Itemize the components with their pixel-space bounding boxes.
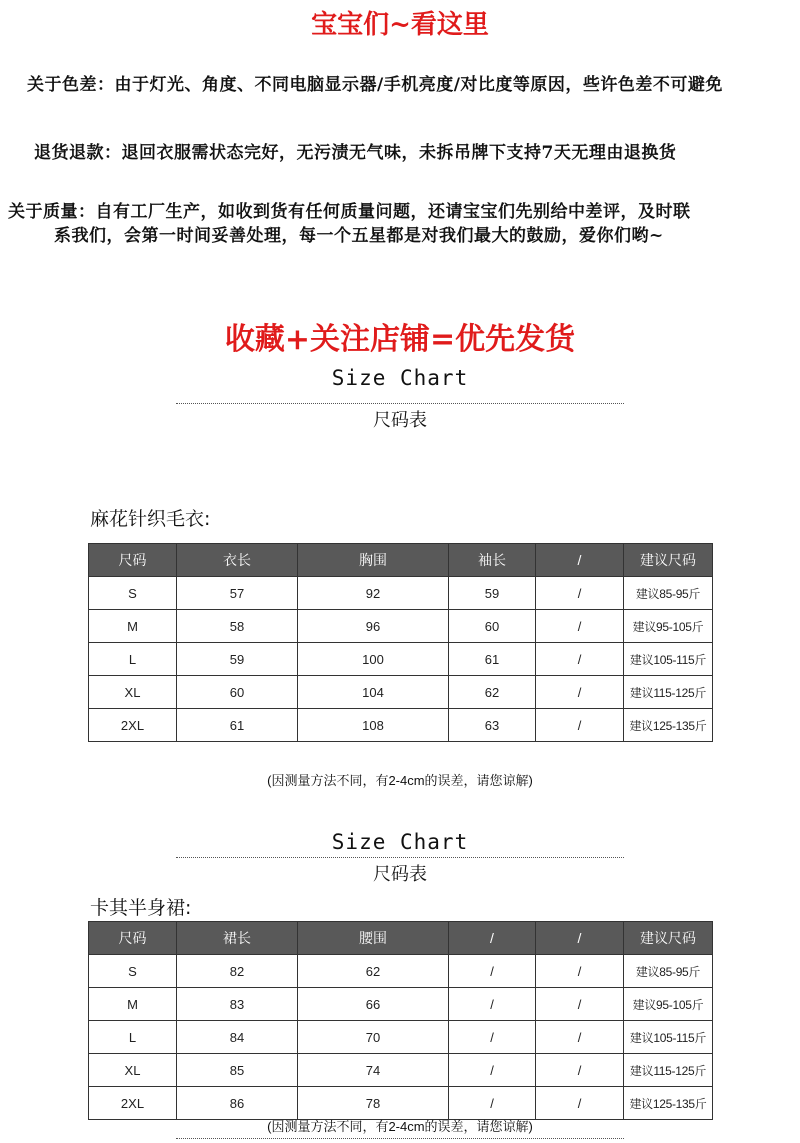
cell-size: 2XL — [89, 1087, 177, 1120]
cell-skirt-length: 83 — [177, 988, 298, 1021]
cell-blank: / — [536, 955, 624, 988]
measurement-note: (因测量方法不同，有2-4cm的误差，请您谅解) — [267, 1119, 533, 1134]
table-row — [89, 955, 713, 988]
cell-blank: / — [449, 955, 536, 988]
sweater-size-table — [88, 543, 713, 742]
cell-blank: / — [536, 988, 624, 1021]
header-size: 尺码 — [89, 922, 177, 955]
page-title: 宝宝们~看这里 — [311, 10, 489, 40]
cell-waist: 70 — [298, 1021, 449, 1054]
skirt-size-table — [88, 921, 713, 1120]
cell-length: 61 — [177, 709, 298, 742]
table-row — [89, 709, 713, 742]
cell-chest: 108 — [298, 709, 449, 742]
cell-chest: 96 — [298, 610, 449, 643]
cell-skirt-length: 85 — [177, 1054, 298, 1087]
table-row — [89, 988, 713, 1021]
skirt-table-title: 卡其半身裙: — [90, 897, 192, 919]
cell-sleeve: 59 — [449, 577, 536, 610]
table-row — [89, 1087, 713, 1120]
cell-waist: 62 — [298, 955, 449, 988]
cell-length: 57 — [177, 577, 298, 610]
cell-blank: / — [536, 610, 624, 643]
dotted-divider — [176, 857, 624, 858]
cell-recommended: 建议115-125斤 — [624, 1054, 713, 1087]
cell-size: L — [89, 643, 177, 676]
cell-recommended: 建议125-135斤 — [624, 709, 713, 742]
return-policy-notice: 退货退款：退回衣服需状态完好，无污渍无气味，未拆吊牌下支持7天无理由退换货 — [34, 143, 677, 163]
cell-size: M — [89, 988, 177, 1021]
cell-chest: 100 — [298, 643, 449, 676]
cell-blank: / — [536, 643, 624, 676]
quality-notice-line2: 系我们，会第一时间妥善处理，每一个五星都是对我们最大的鼓励，爱你们哟~ — [54, 226, 664, 246]
header-recommended: 建议尺码 — [624, 922, 713, 955]
dotted-divider — [176, 1138, 624, 1139]
cell-blank: / — [536, 676, 624, 709]
cell-recommended: 建议95-105斤 — [624, 988, 713, 1021]
cell-blank: / — [449, 1087, 536, 1120]
cell-blank: / — [449, 988, 536, 1021]
header-chest: 胸围 — [298, 544, 449, 577]
quality-notice-line1: 关于质量：自有工厂生产，如收到货有任何质量问题，还请宝宝们先别给中差评，及时联 — [8, 202, 691, 222]
cell-sleeve: 60 — [449, 610, 536, 643]
cell-blank: / — [536, 1054, 624, 1087]
cell-sleeve: 63 — [449, 709, 536, 742]
header-recommended: 建议尺码 — [624, 544, 713, 577]
table-header-row — [89, 544, 713, 577]
measurement-note: (因测量方法不同，有2-4cm的误差，请您谅解) — [267, 773, 533, 788]
cell-waist: 78 — [298, 1087, 449, 1120]
header-blank: / — [536, 544, 624, 577]
cell-recommended: 建议85-95斤 — [624, 577, 713, 610]
table-row — [89, 643, 713, 676]
cell-skirt-length: 86 — [177, 1087, 298, 1120]
cell-length: 58 — [177, 610, 298, 643]
cell-blank: / — [449, 1021, 536, 1054]
cell-recommended: 建议105-115斤 — [624, 643, 713, 676]
header-blank: / — [536, 922, 624, 955]
cell-size: M — [89, 610, 177, 643]
cell-chest: 104 — [298, 676, 449, 709]
cell-sleeve: 61 — [449, 643, 536, 676]
size-chart-subtitle: 尺码表 — [373, 864, 427, 885]
table-row — [89, 610, 713, 643]
size-chart-heading: Size Chart — [331, 830, 469, 854]
header-size: 尺码 — [89, 544, 177, 577]
sweater-table-title: 麻花针织毛衣: — [90, 508, 211, 530]
dotted-divider — [176, 403, 624, 404]
cell-blank: / — [536, 577, 624, 610]
cell-blank: / — [536, 1021, 624, 1054]
cell-length: 60 — [177, 676, 298, 709]
cell-recommended: 建议85-95斤 — [624, 955, 713, 988]
table-row — [89, 577, 713, 610]
header-skirt-length: 裙长 — [177, 922, 298, 955]
header-length: 衣长 — [177, 544, 298, 577]
cell-size: XL — [89, 1054, 177, 1087]
promo-banner: 收藏+关注店铺=优先发货 — [224, 322, 576, 357]
header-blank: / — [449, 922, 536, 955]
cell-size: L — [89, 1021, 177, 1054]
table-row — [89, 676, 713, 709]
cell-recommended: 建议125-135斤 — [624, 1087, 713, 1120]
cell-size: S — [89, 577, 177, 610]
cell-blank: / — [449, 1054, 536, 1087]
size-chart-heading: Size Chart — [331, 366, 469, 390]
cell-length: 59 — [177, 643, 298, 676]
cell-waist: 74 — [298, 1054, 449, 1087]
cell-recommended: 建议95-105斤 — [624, 610, 713, 643]
table-header-row — [89, 922, 713, 955]
header-sleeve: 袖长 — [449, 544, 536, 577]
cell-skirt-length: 84 — [177, 1021, 298, 1054]
cell-size: XL — [89, 676, 177, 709]
cell-size: S — [89, 955, 177, 988]
cell-blank: / — [536, 1087, 624, 1120]
color-difference-notice: 关于色差：由于灯光、角度、不同电脑显示器/手机亮度/对比度等原因，些许色差不可避免 — [27, 75, 723, 95]
cell-size: 2XL — [89, 709, 177, 742]
cell-skirt-length: 82 — [177, 955, 298, 988]
cell-chest: 92 — [298, 577, 449, 610]
header-waist: 腰围 — [298, 922, 449, 955]
cell-blank: / — [536, 709, 624, 742]
table-row — [89, 1021, 713, 1054]
size-chart-subtitle: 尺码表 — [373, 410, 427, 431]
cell-sleeve: 62 — [449, 676, 536, 709]
cell-recommended: 建议115-125斤 — [624, 676, 713, 709]
table-row — [89, 1054, 713, 1087]
cell-waist: 66 — [298, 988, 449, 1021]
cell-recommended: 建议105-115斤 — [624, 1021, 713, 1054]
